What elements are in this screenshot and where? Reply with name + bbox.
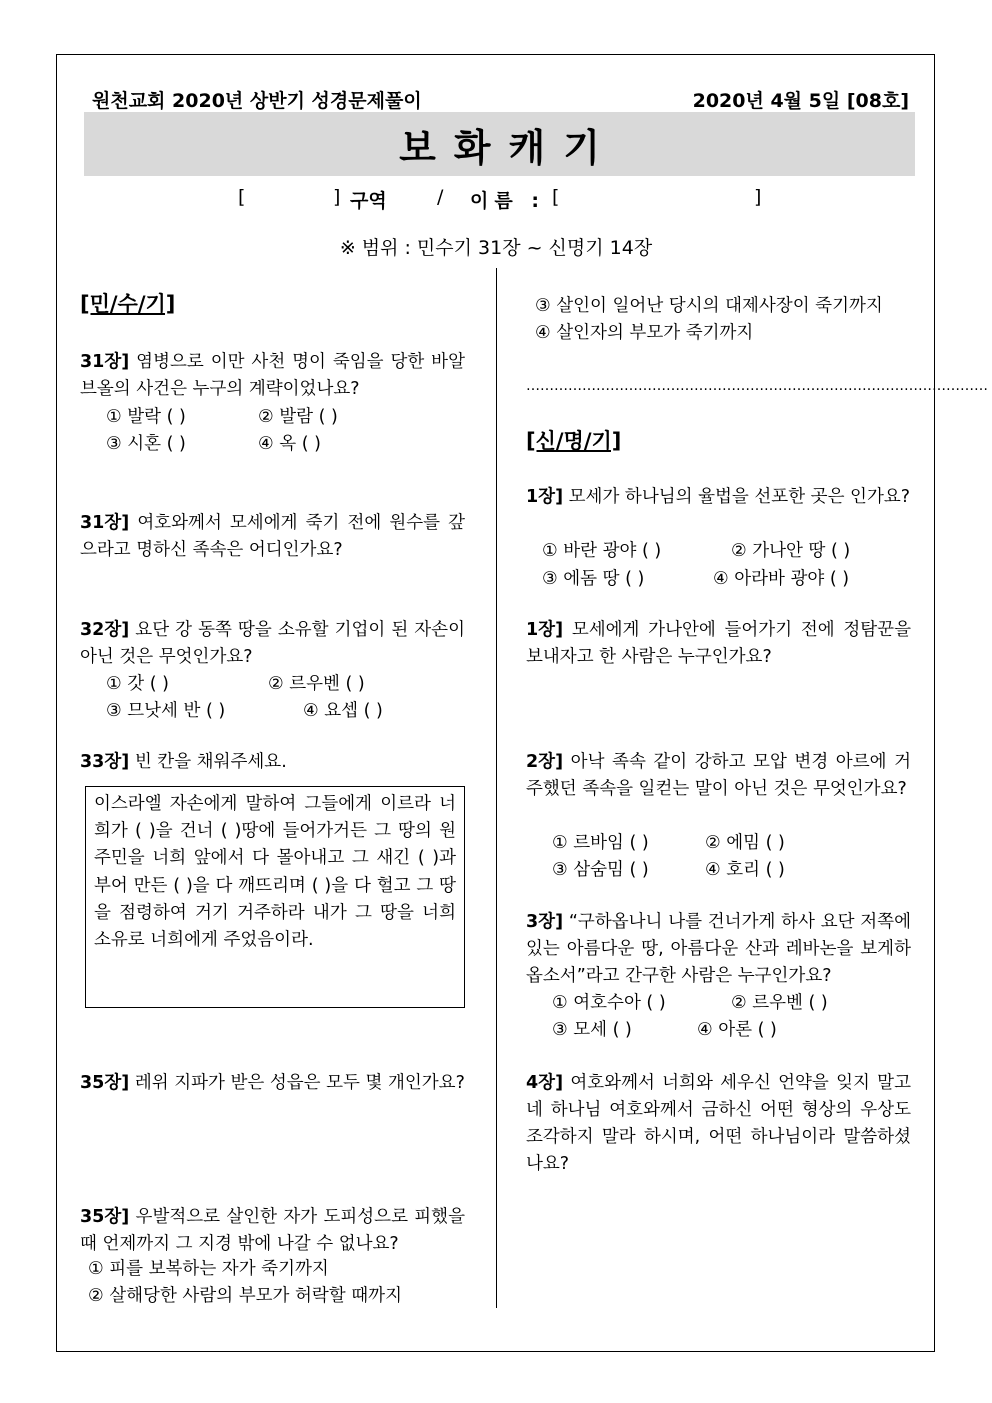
question-number: 1장] — [526, 620, 564, 640]
question-deut-2 — [526, 749, 911, 803]
date-issue: 2020년 4월 5일 [08호] — [692, 90, 909, 112]
question-num-31b — [80, 510, 465, 564]
option-1: ① 바란 광야 ( ) — [542, 541, 662, 561]
option-3: ③ 므낫세 반 ( ) — [106, 701, 226, 721]
question-text: 레위 지파가 받은 성읍은 모두 몇 개인가요? — [129, 1073, 465, 1093]
option-2: ② 발람 ( ) — [258, 407, 338, 427]
option-2: ② 르우벤 ( ) — [268, 674, 365, 694]
question-text: 염병으로 이만 사천 명이 죽임을 당한 바알브올의 사건은 누구의 계략이었나요? — [80, 352, 465, 399]
option-3: ③ 에돔 땅 ( ) — [542, 569, 645, 589]
option-2: ② 가나안 땅 ( ) — [731, 541, 851, 561]
question-number: 35장] — [80, 1207, 130, 1227]
question-number: 35장] — [80, 1073, 130, 1093]
question-text: 모세가 하나님의 율법을 선포한 곳은 인가요? — [563, 487, 911, 507]
option-3: ③ 모세 ( ) — [552, 1020, 632, 1040]
question-text: 아낙 족속 같이 강하고 모압 변경 아르에 거주했던 족속을 일컫는 말이 아닌 것은 무엇인가요? — [526, 752, 911, 799]
question-number: 2장] — [526, 752, 564, 772]
question-text: 여호와께서 모세에게 죽기 전에 원수를 갚으라고 명하신 족속은 어디인가요? — [80, 513, 465, 560]
question-deut-3 — [526, 909, 911, 990]
question-num-32 — [80, 617, 465, 671]
question-num-31a — [80, 349, 465, 403]
question-text: 요단 강 동쪽 땅을 소유할 기업이 된 자손이 아닌 것은 무엇인가요? — [80, 620, 465, 667]
range-line — [0, 233, 992, 260]
question-number: 33장] — [80, 752, 130, 772]
section-title-numbers — [80, 291, 465, 320]
question-num-35b — [80, 1204, 465, 1258]
page-title: 보화캐기 — [399, 125, 618, 170]
column-divider — [496, 268, 497, 1308]
separator-slash: / — [437, 186, 444, 208]
option-3: ③ 삼숨밈 ( ) — [552, 860, 649, 880]
section-label: [신/명/기] — [526, 429, 622, 453]
question-text: 모세에게 가나안에 들어가기 전에 정탐꾼을 보내자고 한 사람은 누구인가요? — [526, 620, 911, 667]
name-open-bracket: [ — [552, 186, 560, 208]
option-2: ② 살해당한 사람의 부모가 허락할 때까지 — [88, 1286, 402, 1306]
option-3: ③ 시혼 ( ) — [106, 434, 186, 454]
title-band — [84, 112, 915, 176]
option-4: ④ 호리 ( ) — [705, 860, 785, 880]
option-1: ① 발락 ( ) — [106, 407, 186, 427]
question-deut-1a — [526, 484, 911, 511]
question-number: 32장] — [80, 620, 130, 640]
option-1: ① 여호수아 ( ) — [552, 993, 666, 1013]
question-text: 우발적으로 살인한 자가 도피성으로 피했을 때 언제까지 그 지경 밖에 나갈 수 없나요? — [80, 1207, 465, 1254]
question-number: 31장] — [80, 352, 130, 372]
district-open-bracket: [ — [238, 186, 246, 208]
option-4: ④ 살인자의 부모가 죽기까지 — [535, 323, 754, 343]
name-close-bracket: ] — [754, 186, 762, 208]
option-1: ① 갓 ( ) — [106, 674, 169, 694]
option-4: ④ 아론 ( ) — [697, 1020, 777, 1040]
question-num-35a — [80, 1070, 465, 1097]
question-deut-4 — [526, 1070, 911, 1178]
option-2: ② 에밈 ( ) — [705, 833, 785, 853]
question-number: 4장] — [526, 1073, 564, 1093]
option-4: ④ 옥 ( ) — [258, 434, 321, 454]
section-title-deuteronomy — [526, 428, 911, 457]
option-1: ① 피를 보복하는 자가 죽기까지 — [88, 1259, 329, 1279]
question-text: “구하옵나니 나를 건너가게 하사 요단 저쪽에 있는 아름다운 땅, 아름다운 산과 레바논을 보게하옵소서”라고 간구한 사람은 누구인가요? — [526, 912, 911, 986]
dotted-separator: ……………………………………………………………………………………… — [526, 378, 988, 394]
reference-mark-icon: ※ — [339, 237, 356, 259]
question-text: 빈 칸을 채워주세요. — [129, 752, 287, 772]
fill-in-blank-box: 이스라엘 자손에게 말하여 그들에게 이르라 너희가 ( )을 건너 ( )땅에 들어가거든 그 땅의 원주민을 너희 앞에서 다 몰아내고 그 새긴 ( )과 부어 만든 ( )을 다 깨뜨리며 ( )을 다 헐고 그 땅을 점령하여 거기 거주하라 내가 그 땅을 너희 소유로 너희에게 주었음이라. — [85, 786, 465, 1008]
question-text: 여호와께서 너희와 세우신 언약을 잊지 말고 네 하나님 여호와께서 금하신 어떤 형상의 우상도 조각하지 말라 하시며, 어떤 하나님이라 말씀하셨나요? — [526, 1073, 911, 1174]
option-2: ② 르우벤 ( ) — [731, 993, 828, 1013]
name-label: 이름 : — [470, 190, 545, 212]
district-close-bracket: ] — [333, 186, 341, 208]
question-number: 3장] — [526, 912, 564, 932]
option-4: ④ 아라바 광야 ( ) — [713, 569, 850, 589]
question-number: 31장] — [80, 513, 130, 533]
option-3: ③ 살인이 일어난 당시의 대제사장이 죽기까지 — [535, 296, 883, 316]
option-4: ④ 요셉 ( ) — [303, 701, 383, 721]
church-header: 원천교회 2020년 상반기 성경문제풀이 — [92, 90, 422, 112]
question-number: 1장] — [526, 487, 564, 507]
range-text: 범위 : 민수기 31장 ~ 신명기 14장 — [361, 237, 653, 259]
section-label: [민/수/기] — [80, 292, 176, 316]
question-deut-1b — [526, 617, 911, 671]
option-1: ① 르바임 ( ) — [552, 833, 649, 853]
district-label: 구역 — [350, 190, 387, 212]
question-num-33 — [80, 749, 465, 776]
